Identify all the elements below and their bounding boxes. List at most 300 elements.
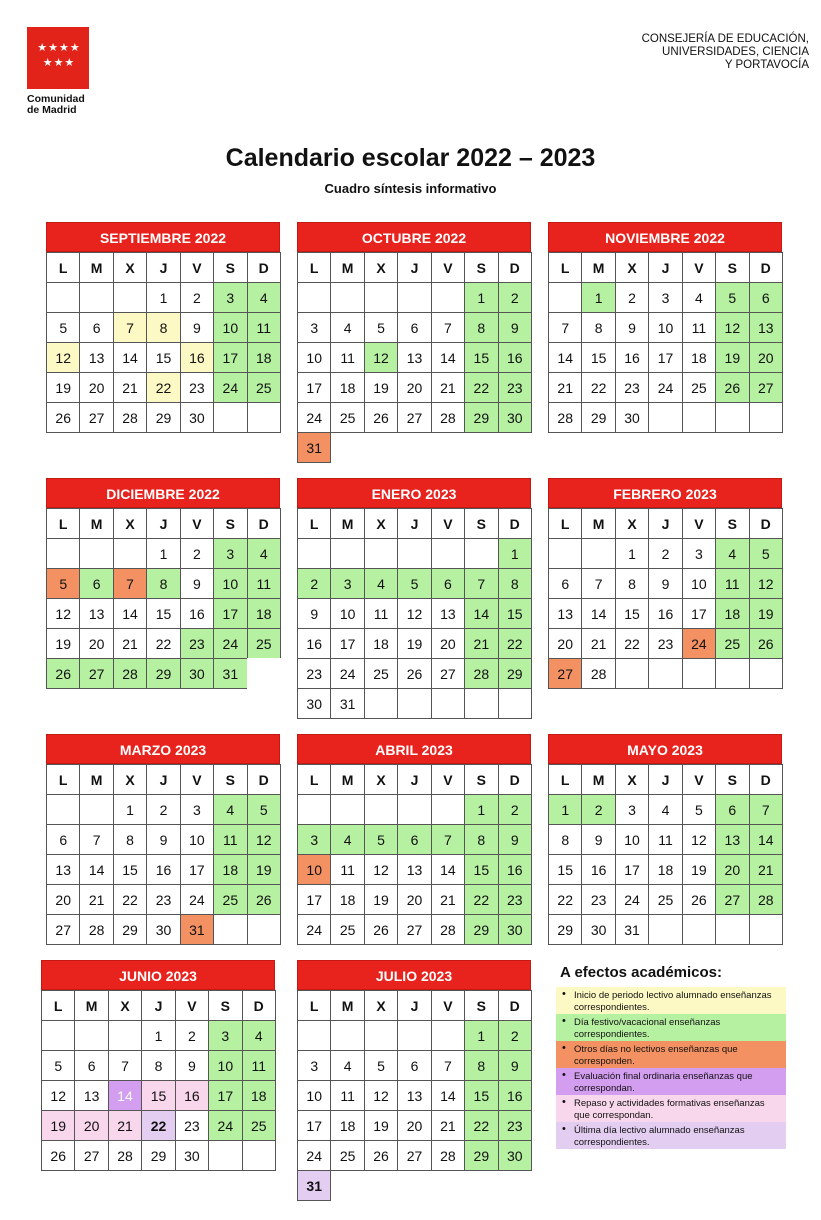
month-title: JULIO 2023 xyxy=(297,960,531,990)
day-cell: 21 xyxy=(548,372,582,403)
day-cell: 23 xyxy=(498,372,532,403)
day-cell: 28 xyxy=(113,658,147,689)
day-cell: 2 xyxy=(175,1020,209,1051)
day-cell: 19 xyxy=(46,372,80,403)
day-cell: 22 xyxy=(464,1110,498,1141)
day-cell: 9 xyxy=(498,312,532,343)
day-cell: 24 xyxy=(297,1140,331,1171)
empty-cell xyxy=(615,658,649,689)
day-cell: 28 xyxy=(548,402,582,433)
legend-title: A efectos académicos: xyxy=(560,964,723,981)
day-cell: 1 xyxy=(548,794,582,825)
weekday-header: D xyxy=(749,764,783,795)
empty-cell xyxy=(715,402,749,433)
day-cell: 3 xyxy=(648,282,682,313)
day-cell: 25 xyxy=(247,372,281,403)
day-cell: 10 xyxy=(213,312,247,343)
page-title: Calendario escolar 2022 – 2023 xyxy=(225,144,596,172)
empty-cell xyxy=(330,1170,364,1201)
weekday-header: S xyxy=(715,508,749,539)
day-cell: 26 xyxy=(41,1140,75,1171)
day-cell: 5 xyxy=(749,538,783,569)
day-cell: 24 xyxy=(330,658,364,689)
month-grid xyxy=(46,252,280,432)
day-cell: 31 xyxy=(615,914,649,945)
empty-cell xyxy=(431,432,465,463)
consejeria-line-1: CONSEJERÍA DE EDUCACIÓN, xyxy=(641,33,809,45)
day-cell: 26 xyxy=(247,884,281,915)
weekday-header: D xyxy=(247,252,281,283)
month-grid xyxy=(548,252,782,432)
day-cell: 23 xyxy=(180,372,214,403)
day-cell: 18 xyxy=(648,854,682,885)
day-cell: 30 xyxy=(581,914,615,945)
day-cell: 21 xyxy=(581,628,615,659)
month-8 xyxy=(297,734,531,944)
empty-cell xyxy=(397,688,431,719)
day-cell: 14 xyxy=(431,342,465,373)
day-cell: 16 xyxy=(297,628,331,659)
day-cell: 18 xyxy=(682,342,716,373)
day-cell: 10 xyxy=(208,1050,242,1081)
day-cell: 30 xyxy=(498,402,532,433)
weekday-header: S xyxy=(213,764,247,795)
day-cell: 1 xyxy=(581,282,615,313)
day-cell: 21 xyxy=(79,884,113,915)
day-cell: 16 xyxy=(498,342,532,373)
empty-cell xyxy=(297,1020,331,1051)
day-cell: 31 xyxy=(213,658,247,689)
day-cell: 28 xyxy=(581,658,615,689)
day-cell: 19 xyxy=(247,854,281,885)
weekday-header: J xyxy=(397,990,431,1021)
day-cell: 2 xyxy=(648,538,682,569)
day-cell: 20 xyxy=(749,342,783,373)
day-cell: 8 xyxy=(464,824,498,855)
month-title: DICIEMBRE 2022 xyxy=(46,478,280,508)
month-title: JUNIO 2023 xyxy=(41,960,275,990)
empty-cell xyxy=(581,538,615,569)
weekday-header: M xyxy=(581,252,615,283)
day-cell: 17 xyxy=(682,598,716,629)
day-cell: 16 xyxy=(180,342,214,373)
empty-cell xyxy=(330,282,364,313)
empty-cell xyxy=(247,402,281,433)
day-cell: 25 xyxy=(715,628,749,659)
day-cell: 20 xyxy=(397,372,431,403)
weekday-header: J xyxy=(146,252,180,283)
day-cell: 10 xyxy=(330,598,364,629)
comunidad-madrid-logo xyxy=(27,27,91,116)
empty-cell xyxy=(464,688,498,719)
day-cell: 13 xyxy=(749,312,783,343)
day-cell: 5 xyxy=(46,312,80,343)
day-cell: 18 xyxy=(330,884,364,915)
day-cell: 8 xyxy=(113,824,147,855)
day-cell: 25 xyxy=(242,1110,276,1141)
day-cell: 8 xyxy=(464,312,498,343)
day-cell: 20 xyxy=(548,628,582,659)
empty-cell xyxy=(364,538,398,569)
day-cell: 17 xyxy=(297,1110,331,1141)
day-cell: 29 xyxy=(548,914,582,945)
day-cell: 16 xyxy=(581,854,615,885)
weekday-header: J xyxy=(141,990,175,1021)
weekday-header: V xyxy=(682,764,716,795)
day-cell: 9 xyxy=(581,824,615,855)
month-grid xyxy=(297,252,531,462)
day-cell: 3 xyxy=(330,568,364,599)
day-cell: 7 xyxy=(749,794,783,825)
day-cell: 12 xyxy=(397,598,431,629)
day-cell: 30 xyxy=(180,402,214,433)
day-cell: 4 xyxy=(213,794,247,825)
consejeria-line-3: Y PORTAVOCÍA xyxy=(724,59,809,71)
day-cell: 11 xyxy=(242,1050,276,1081)
day-cell: 6 xyxy=(749,282,783,313)
day-cell: 9 xyxy=(180,568,214,599)
day-cell: 17 xyxy=(180,854,214,885)
logo-text-line-2: de Madrid xyxy=(27,104,77,116)
day-cell: 1 xyxy=(141,1020,175,1051)
day-cell: 9 xyxy=(615,312,649,343)
day-cell: 8 xyxy=(464,1050,498,1081)
day-cell: 26 xyxy=(397,658,431,689)
day-cell: 24 xyxy=(682,628,716,659)
day-cell: 14 xyxy=(113,342,147,373)
day-cell: 9 xyxy=(180,312,214,343)
day-cell: 7 xyxy=(464,568,498,599)
day-cell: 2 xyxy=(581,794,615,825)
day-cell: 9 xyxy=(175,1050,209,1081)
day-cell: 30 xyxy=(615,402,649,433)
weekday-header: M xyxy=(330,764,364,795)
day-cell: 17 xyxy=(615,854,649,885)
weekday-header: J xyxy=(146,764,180,795)
legend-item: • Evaluación final ordinaria enseñanzas que correspondan. xyxy=(556,1068,786,1095)
weekday-header: J xyxy=(397,508,431,539)
day-cell: 22 xyxy=(615,628,649,659)
empty-cell xyxy=(431,282,465,313)
empty-cell xyxy=(364,432,398,463)
empty-cell xyxy=(749,402,783,433)
day-cell: 26 xyxy=(749,628,783,659)
day-cell: 20 xyxy=(79,372,113,403)
day-cell: 5 xyxy=(364,1050,398,1081)
day-cell: 18 xyxy=(247,342,281,373)
day-cell: 31 xyxy=(297,1170,331,1201)
month-title: ABRIL 2023 xyxy=(297,734,531,764)
day-cell: 23 xyxy=(615,372,649,403)
weekday-header: M xyxy=(74,990,108,1021)
empty-cell xyxy=(498,688,532,719)
day-cell: 20 xyxy=(715,854,749,885)
day-cell: 9 xyxy=(498,1050,532,1081)
weekday-header: L xyxy=(548,252,582,283)
day-cell: 19 xyxy=(364,884,398,915)
day-cell: 27 xyxy=(715,884,749,915)
empty-cell xyxy=(46,538,80,569)
day-cell: 28 xyxy=(431,914,465,945)
empty-cell xyxy=(208,1140,242,1171)
day-cell: 12 xyxy=(682,824,716,855)
day-cell: 21 xyxy=(749,854,783,885)
day-cell: 30 xyxy=(146,914,180,945)
weekday-header: J xyxy=(648,508,682,539)
day-cell: 21 xyxy=(108,1110,142,1141)
weekday-header: D xyxy=(498,252,532,283)
empty-cell xyxy=(464,538,498,569)
day-cell: 23 xyxy=(581,884,615,915)
day-cell: 17 xyxy=(213,598,247,629)
day-cell: 4 xyxy=(247,282,281,313)
day-cell: 13 xyxy=(715,824,749,855)
weekday-header: X xyxy=(113,252,147,283)
day-cell: 22 xyxy=(464,884,498,915)
day-cell: 14 xyxy=(464,598,498,629)
day-cell: 2 xyxy=(498,794,532,825)
weekday-header: M xyxy=(79,508,113,539)
day-cell: 13 xyxy=(397,342,431,373)
day-cell: 20 xyxy=(46,884,80,915)
day-cell: 27 xyxy=(46,914,80,945)
day-cell: 11 xyxy=(682,312,716,343)
day-cell: 9 xyxy=(297,598,331,629)
legend-item: • Inicio de periodo lectivo alumnado enseñanzas correspondientes. xyxy=(556,987,786,1014)
day-cell: 18 xyxy=(715,598,749,629)
day-cell: 17 xyxy=(648,342,682,373)
day-cell: 28 xyxy=(113,402,147,433)
day-cell: 27 xyxy=(397,1140,431,1171)
day-cell: 30 xyxy=(180,658,214,689)
weekday-header: V xyxy=(175,990,209,1021)
empty-cell xyxy=(548,282,582,313)
day-cell: 30 xyxy=(297,688,331,719)
weekday-header: S xyxy=(715,252,749,283)
day-cell: 29 xyxy=(581,402,615,433)
day-cell: 15 xyxy=(464,342,498,373)
day-cell: 25 xyxy=(330,1140,364,1171)
day-cell: 15 xyxy=(146,598,180,629)
weekday-header: S xyxy=(464,764,498,795)
legend-item: • Última día lectivo alumnado enseñanzas correspondientes. xyxy=(556,1122,786,1149)
day-cell: 16 xyxy=(175,1080,209,1111)
day-cell: 2 xyxy=(498,282,532,313)
day-cell: 19 xyxy=(715,342,749,373)
empty-cell xyxy=(749,658,783,689)
day-cell: 11 xyxy=(247,568,281,599)
day-cell: 11 xyxy=(715,568,749,599)
month-title: MARZO 2023 xyxy=(46,734,280,764)
weekday-header: L xyxy=(297,764,331,795)
day-cell: 7 xyxy=(431,1050,465,1081)
day-cell: 8 xyxy=(548,824,582,855)
day-cell: 6 xyxy=(46,824,80,855)
empty-cell xyxy=(213,402,247,433)
day-cell: 2 xyxy=(615,282,649,313)
month-title: NOVIEMBRE 2022 xyxy=(548,222,782,252)
month-10 xyxy=(41,960,275,1170)
day-cell: 3 xyxy=(682,538,716,569)
weekday-header: V xyxy=(682,508,716,539)
day-cell: 27 xyxy=(74,1140,108,1171)
day-cell: 14 xyxy=(749,824,783,855)
weekday-header: X xyxy=(615,252,649,283)
day-cell: 4 xyxy=(648,794,682,825)
weekday-header: L xyxy=(297,990,331,1021)
empty-cell xyxy=(247,658,281,689)
legend-item: • Otros días no lectivos enseñanzas que corresponden. xyxy=(556,1041,786,1068)
day-cell: 4 xyxy=(247,538,281,569)
weekday-header: D xyxy=(498,990,532,1021)
day-cell: 24 xyxy=(180,884,214,915)
day-cell: 10 xyxy=(213,568,247,599)
month-title: MAYO 2023 xyxy=(548,734,782,764)
day-cell: 16 xyxy=(498,854,532,885)
day-cell: 8 xyxy=(146,568,180,599)
day-cell: 18 xyxy=(213,854,247,885)
day-cell: 5 xyxy=(397,568,431,599)
day-cell: 18 xyxy=(330,372,364,403)
day-cell: 5 xyxy=(682,794,716,825)
empty-cell xyxy=(364,1170,398,1201)
day-cell: 14 xyxy=(581,598,615,629)
empty-cell xyxy=(113,282,147,313)
month-1 xyxy=(46,222,280,432)
day-cell: 4 xyxy=(715,538,749,569)
day-cell: 10 xyxy=(297,854,331,885)
empty-cell xyxy=(247,914,281,945)
empty-cell xyxy=(46,794,80,825)
day-cell: 14 xyxy=(108,1080,142,1111)
day-cell: 25 xyxy=(364,658,398,689)
day-cell: 5 xyxy=(364,824,398,855)
day-cell: 7 xyxy=(79,824,113,855)
day-cell: 25 xyxy=(213,884,247,915)
empty-cell xyxy=(364,794,398,825)
day-cell: 23 xyxy=(180,628,214,659)
weekday-header: S xyxy=(213,508,247,539)
weekday-header: M xyxy=(79,252,113,283)
day-cell: 22 xyxy=(146,372,180,403)
weekday-header: X xyxy=(108,990,142,1021)
empty-cell xyxy=(749,914,783,945)
day-cell: 4 xyxy=(330,824,364,855)
day-cell: 25 xyxy=(330,402,364,433)
month-3 xyxy=(548,222,782,432)
empty-cell xyxy=(330,432,364,463)
day-cell: 12 xyxy=(364,1080,398,1111)
weekday-header: L xyxy=(297,252,331,283)
empty-cell xyxy=(464,432,498,463)
day-cell: 1 xyxy=(464,282,498,313)
day-cell: 29 xyxy=(464,914,498,945)
weekday-header: X xyxy=(113,508,147,539)
day-cell: 9 xyxy=(146,824,180,855)
day-cell: 13 xyxy=(397,1080,431,1111)
weekday-header: D xyxy=(247,764,281,795)
day-cell: 4 xyxy=(330,312,364,343)
day-cell: 6 xyxy=(79,312,113,343)
weekday-header: J xyxy=(648,764,682,795)
day-cell: 13 xyxy=(397,854,431,885)
month-grid xyxy=(297,508,531,718)
day-cell: 21 xyxy=(431,1110,465,1141)
weekday-header: X xyxy=(615,508,649,539)
day-cell: 17 xyxy=(297,884,331,915)
weekday-header: X xyxy=(364,764,398,795)
empty-cell xyxy=(330,1020,364,1051)
month-4 xyxy=(46,478,280,688)
empty-cell xyxy=(682,402,716,433)
day-cell: 24 xyxy=(297,914,331,945)
day-cell: 20 xyxy=(397,884,431,915)
day-cell: 2 xyxy=(180,538,214,569)
weekday-header: S xyxy=(213,252,247,283)
empty-cell xyxy=(431,538,465,569)
day-cell: 20 xyxy=(79,628,113,659)
empty-cell xyxy=(113,538,147,569)
day-cell: 3 xyxy=(297,1050,331,1081)
day-cell: 22 xyxy=(113,884,147,915)
day-cell: 15 xyxy=(581,342,615,373)
empty-cell xyxy=(397,1170,431,1201)
month-2 xyxy=(297,222,531,462)
month-grid xyxy=(46,764,280,944)
empty-cell xyxy=(648,402,682,433)
day-cell: 11 xyxy=(213,824,247,855)
day-cell: 11 xyxy=(364,598,398,629)
day-cell: 14 xyxy=(113,598,147,629)
empty-cell xyxy=(431,688,465,719)
day-cell: 17 xyxy=(330,628,364,659)
day-cell: 12 xyxy=(749,568,783,599)
day-cell: 6 xyxy=(397,1050,431,1081)
day-cell: 26 xyxy=(364,1140,398,1171)
day-cell: 29 xyxy=(146,402,180,433)
day-cell: 10 xyxy=(682,568,716,599)
day-cell: 11 xyxy=(330,854,364,885)
day-cell: 31 xyxy=(297,432,331,463)
empty-cell xyxy=(498,1170,532,1201)
weekday-header: V xyxy=(431,508,465,539)
day-cell: 10 xyxy=(648,312,682,343)
day-cell: 27 xyxy=(79,658,113,689)
day-cell: 16 xyxy=(146,854,180,885)
day-cell: 1 xyxy=(615,538,649,569)
day-cell: 29 xyxy=(141,1140,175,1171)
day-cell: 25 xyxy=(648,884,682,915)
day-cell: 28 xyxy=(79,914,113,945)
day-cell: 8 xyxy=(498,568,532,599)
empty-cell xyxy=(464,1170,498,1201)
day-cell: 10 xyxy=(297,1080,331,1111)
weekday-header: L xyxy=(46,252,80,283)
day-cell: 11 xyxy=(330,342,364,373)
day-cell: 6 xyxy=(397,824,431,855)
day-cell: 22 xyxy=(498,628,532,659)
day-cell: 7 xyxy=(113,312,147,343)
empty-cell xyxy=(397,538,431,569)
weekday-header: M xyxy=(581,508,615,539)
day-cell: 12 xyxy=(46,342,80,373)
weekday-header: X xyxy=(364,508,398,539)
weekday-header: D xyxy=(242,990,276,1021)
day-cell: 13 xyxy=(79,342,113,373)
weekday-header: V xyxy=(180,508,214,539)
month-11 xyxy=(297,960,531,1200)
weekday-header: L xyxy=(46,764,80,795)
